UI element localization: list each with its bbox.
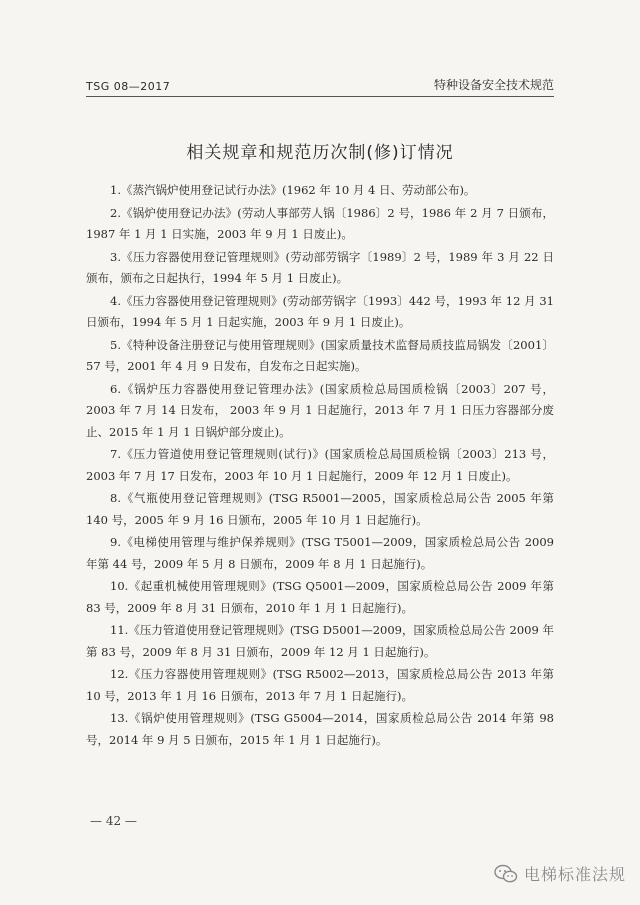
list-item: 5.《特种设备注册登记与使用管理规则》(国家质量技术监督局质技监局锅发〔2001〕57 号，2001 年 4 月 9 日发布，自发布之日起实施)。 [86,337,554,373]
standard-code: TSG 08—2017 [86,80,171,93]
list-item: 3.《压力容器使用登记管理规则》(劳动部劳锅字〔1989〕2 号，1989 年 3 月 22 日颁布，颁布之日起执行，1994 年 5 月 1 日废止)。 [86,249,554,285]
list-item: 6.《锅炉压力容器使用登记管理办法》(国家质检总局国质检锅〔2003〕207 号，2003 年 7 月 14 日发布， 2003 年 9 月 1 日起施行，2013 年 7 月 1 日压力容器部分废止、2015 年 1 月 1 日锅炉部分废止)。 [86,381,554,439]
header-category: 特种设备安全技术规范 [433,78,554,92]
page-header [86,74,554,97]
list-item: 9.《电梯使用管理与维护保养规则》(TSG T5001—2009，国家质检总局公告 2009 年第 44 号，2009 年 5 月 8 日颁布，2009 年 8 月 1 日起施行)。 [86,535,554,571]
list-item: 12.《压力容器使用管理规则》(TSG R5002—2013，国家质检总局公告 2013 年第 10 号，2013 年 1 月 16 日颁布，2013 年 7 月 1 日起施行)。 [86,667,554,703]
page-title: 相关规章和规范历次制(修)订情况 [186,143,454,163]
list-item: 4.《压力容器使用登记管理规则》(劳动部劳锅字〔1993〕442 号，1993 年 12 月 31 日颁布，1994 年 5 月 1 日起实施，2003 年 9 月 1 日废止)。 [86,293,554,329]
list-item: 1.《蒸汽锅炉使用登记试行办法》(1962 年 10 月 4 日、劳动部公布)。 [110,183,476,197]
revision-list [86,180,554,752]
list-item: 11.《压力管道使用登记管理规则》(TSG D5001—2009，国家质检总局公告 2009 年第 83 号，2009 年 8 月 31 日颁布，2009 年 12 月 1 日起施行)。 [86,623,554,659]
list-item: 10.《起重机械使用管理规则》(TSG Q5001—2009，国家质检总局公告 2009 年第 83 号，2009 年 8 月 31 日颁布，2010 年 1 月 1 日起施行)。 [86,579,554,615]
list-item: 8.《气瓶使用登记管理规则》(TSG R5001—2005，国家质检总局公告 2005 年第 140 号，2005 年 9 月 16 日颁布，2005 年 10 月 1 日起施行)。 [86,491,554,527]
list-item: 2.《锅炉使用登记办法》(劳动人事部劳人锅〔1986〕2 号，1986 年 2 月 7 日颁布，1987 年 1 月 1 日实施，2003 年 9 月 1 日废止)。 [86,205,554,241]
wechat-icon [494,864,518,884]
watermark [494,862,626,885]
page-number: — 42 — [90,814,137,828]
watermark-text: 电梯标准法规 [523,865,626,884]
list-item: 7.《压力管道使用登记管理规则(试行)》(国家质检总局国质检锅〔2003〕213 号，2003 年 7 月 17 日发布，2003 年 10 月 1 日起施行，2009 年 12 月 1 日废止)。 [86,447,554,483]
list-item: 13.《锅炉使用管理规则》(TSG G5004—2014，国家质检总局公告 2014 年第 98 号，2014 年 9 月 5 日颁布，2015 年 1 月 1 日起施行)。 [86,711,554,747]
